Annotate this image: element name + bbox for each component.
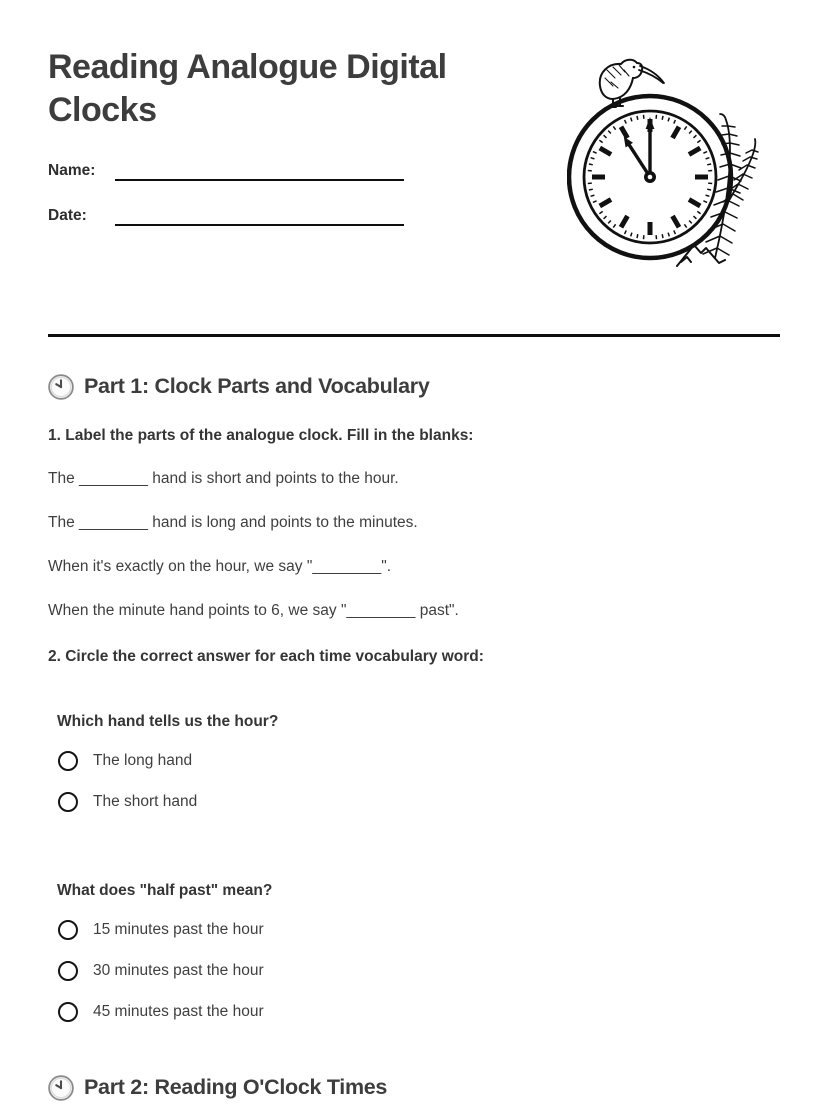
q1-prompt: 1. Label the parts of the analogue clock. Fill in the blanks: [48, 426, 474, 444]
blank-sentence-minute-hand: The ________ hand is long and points to the minutes. [48, 513, 418, 531]
radio-circle[interactable] [58, 1002, 78, 1022]
option-label[interactable]: The short hand [93, 792, 198, 810]
option-row [57, 919, 780, 941]
part1-heading [48, 374, 780, 400]
blank-sentence-hour-hand: The ________ hand is short and points to the hour. [48, 469, 399, 487]
name-field-label: Name: [48, 161, 96, 179]
option-label[interactable]: 30 minutes past the hour [93, 961, 264, 979]
option-row [57, 1001, 780, 1023]
radio-circle[interactable] [58, 961, 78, 981]
section-divider [48, 334, 780, 337]
question-title: Which hand tells us the hour? [57, 712, 279, 730]
clock-emoji-icon [48, 374, 74, 400]
question-title: What does "half past" mean? [57, 881, 273, 899]
date-field-line[interactable] [115, 204, 404, 226]
option-row [57, 791, 780, 813]
option-row [57, 960, 780, 982]
option-label[interactable]: 15 minutes past the hour [93, 920, 264, 938]
clock-illustration [567, 56, 772, 278]
question-block-half-past [57, 882, 780, 1023]
blank-sentence-half-past: When the minute hand points to 6, we say "________ past". [48, 601, 459, 619]
radio-circle[interactable] [58, 792, 78, 812]
name-field-line[interactable] [115, 159, 404, 181]
question-block-hour-hand [57, 713, 780, 813]
blank-sentence-oclock: When it's exactly on the hour, we say "________". [48, 557, 392, 575]
option-row [57, 750, 780, 772]
radio-circle[interactable] [58, 751, 78, 771]
analogue-clock-face [569, 96, 731, 258]
q2-prompt: 2. Circle the correct answer for each time vocabulary word: [48, 647, 484, 665]
page-title: Reading Analogue Digital Clocks [48, 48, 447, 129]
option-label[interactable]: 45 minutes past the hour [93, 1002, 264, 1020]
clock-emoji-icon [48, 1075, 74, 1101]
part1-heading-text: Part 1: Clock Parts and Vocabulary [84, 374, 430, 399]
part2-heading [48, 1075, 780, 1101]
date-field-label: Date: [48, 206, 87, 224]
part2-heading-text: Part 2: Reading O'Clock Times [84, 1075, 388, 1100]
radio-circle[interactable] [58, 920, 78, 940]
option-label[interactable]: The long hand [93, 751, 193, 769]
